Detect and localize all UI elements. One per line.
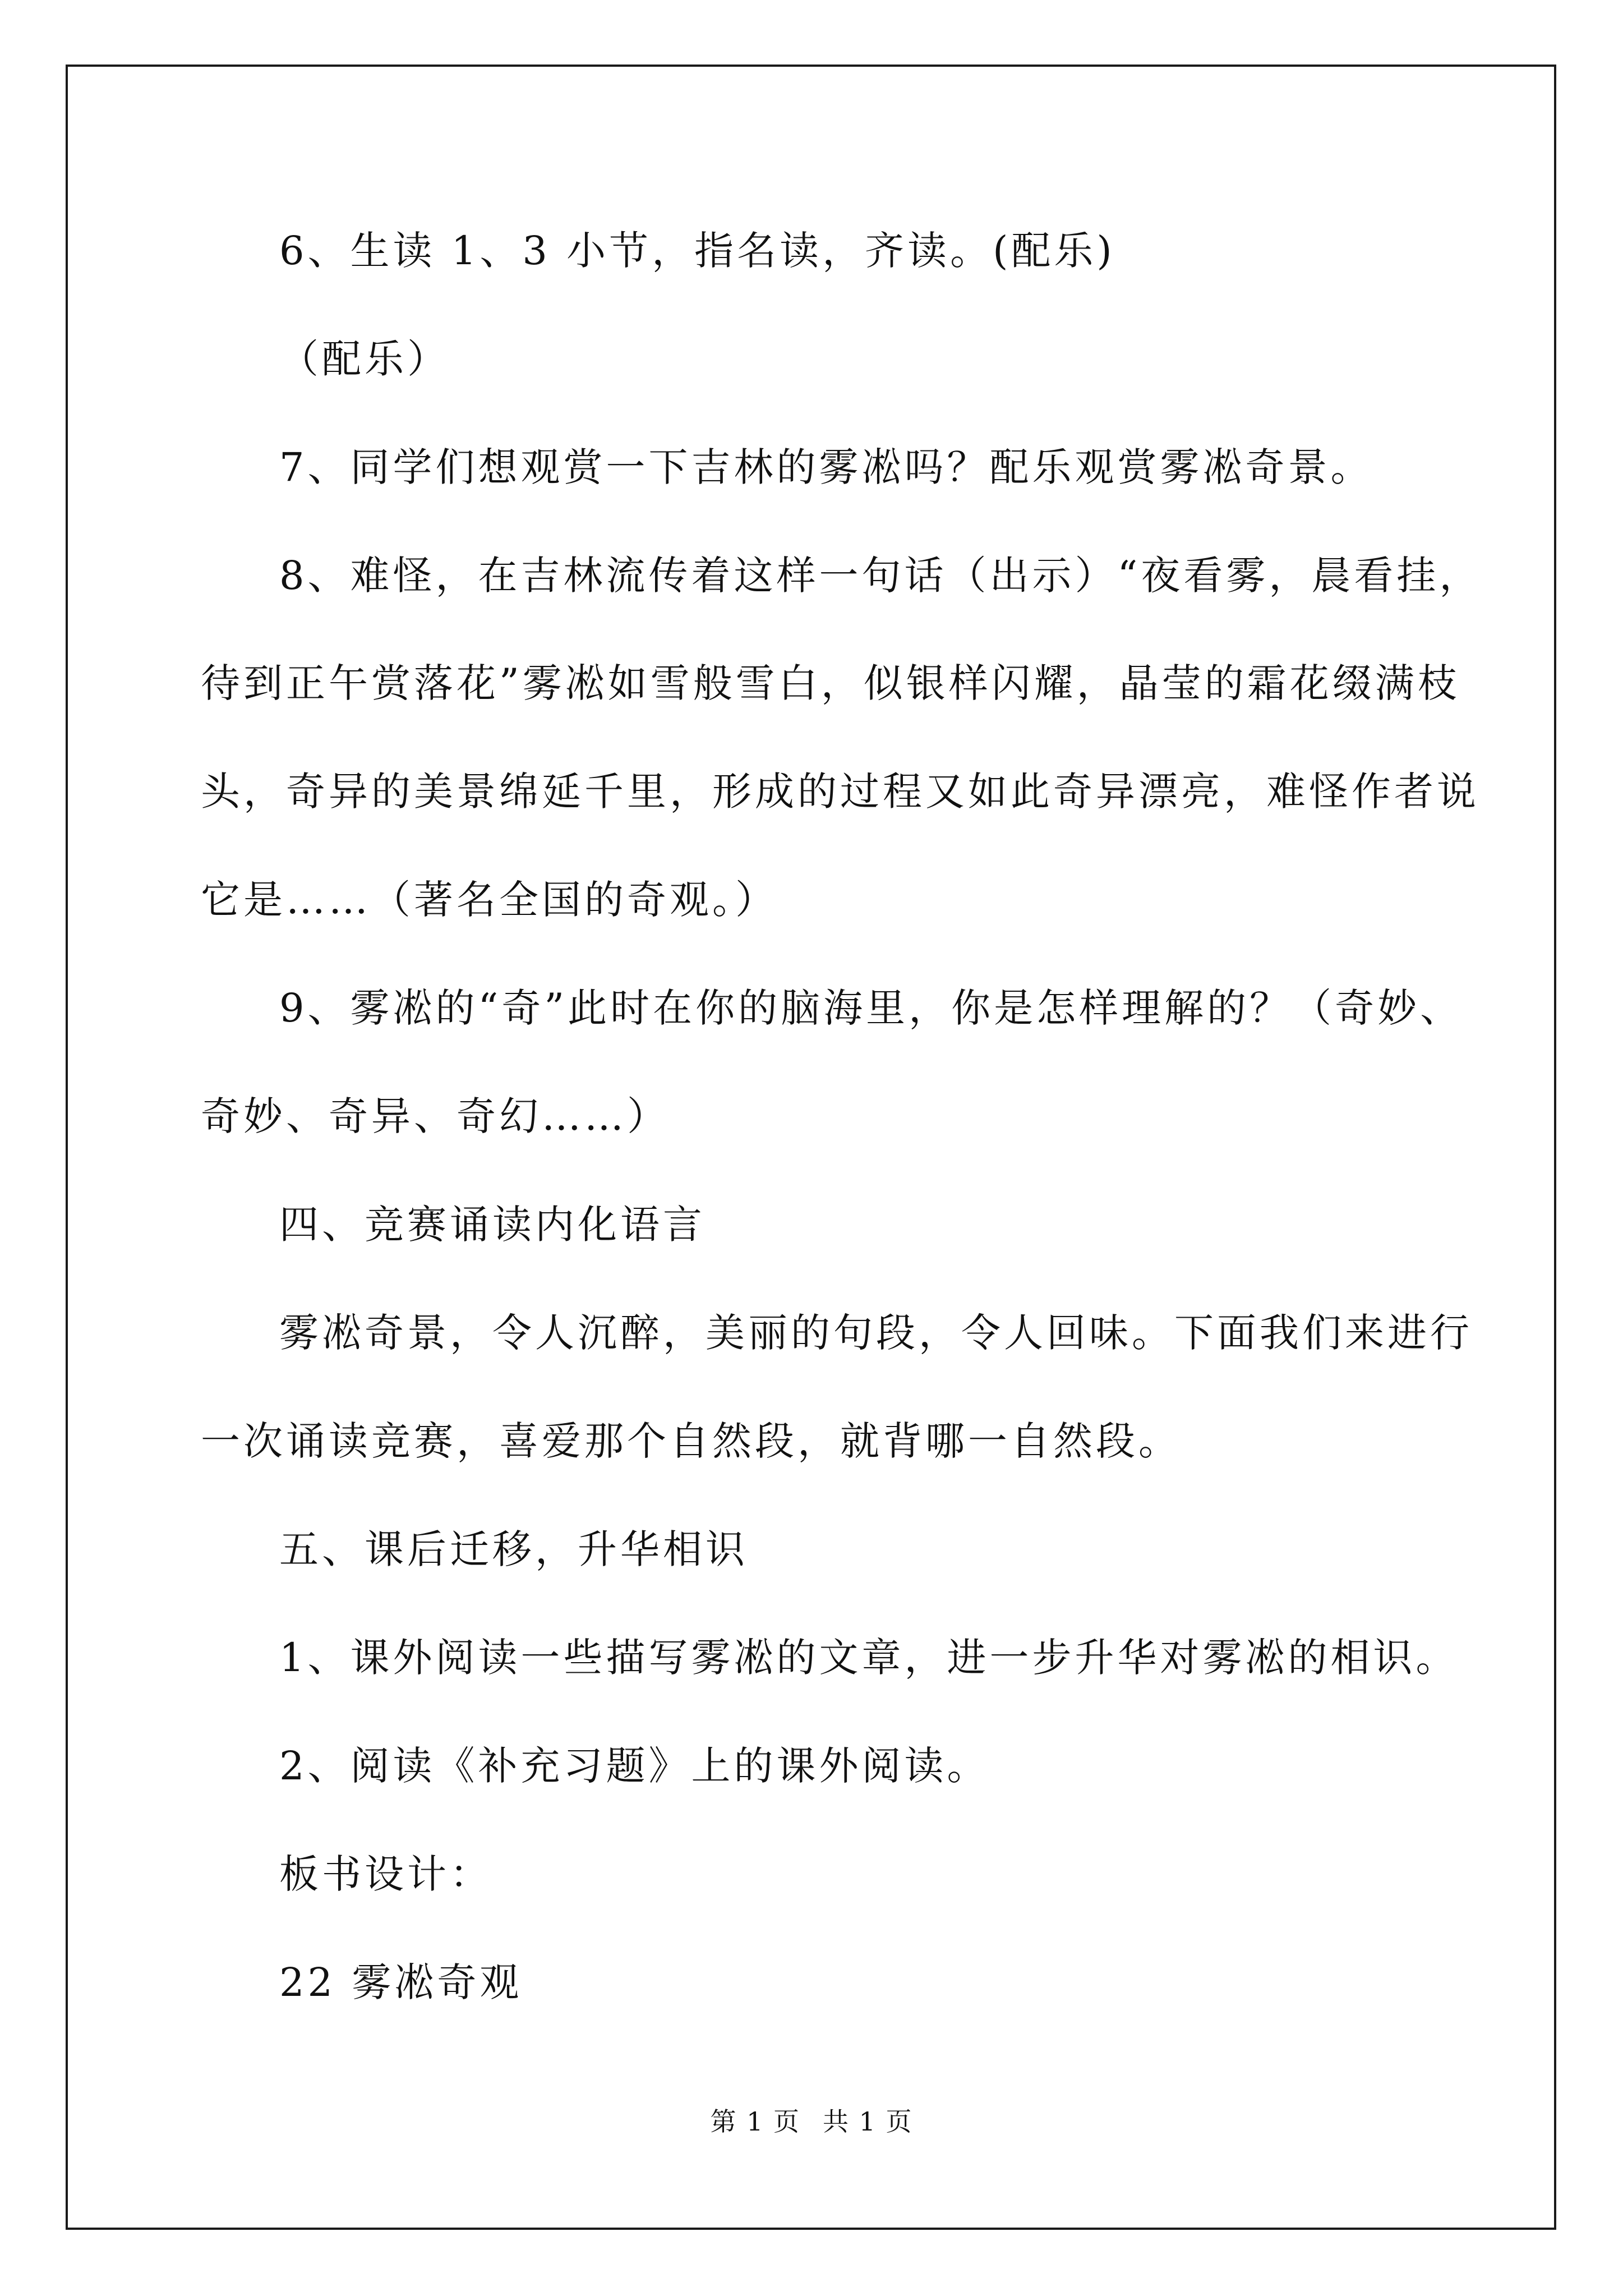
- text-line-9: 奇妙、奇异、奇幻……）: [201, 1093, 670, 1139]
- text-line-13: 五、课后迁移，升华相识: [279, 1526, 748, 1572]
- text-line-2: （配乐）: [279, 336, 450, 382]
- text-line-5: 待到正午赏落花”雾凇如雪般雪白，似银样闪耀，晶莹的霜花缀满枝: [201, 660, 1460, 706]
- text-line-17: 22 雾凇奇观: [279, 1959, 523, 2005]
- text-line-6: 头，奇异的美景绵延千里，形成的过程又如此奇异漂亮，难怪作者说: [201, 769, 1479, 815]
- page-border: [66, 65, 1556, 2230]
- text-line-1: 6、生读 1、3 小节，指名读，齐读。(配乐): [279, 228, 1115, 274]
- text-line-14: 1、课外阅读一些描写雾凇的文章，进一步升华对雾凇的相识。: [279, 1635, 1459, 1681]
- text-line-16: 板书设计：: [279, 1851, 492, 1897]
- text-line-4: 8、难怪，在吉林流传着这样一句话（出示）“夜看雾，晨看挂，: [279, 553, 1482, 599]
- text-line-8: 9、雾凇的“奇”此时在你的脑海里，你是怎样理解的？（奇妙、: [279, 985, 1463, 1031]
- page-number: 第 1 页: [710, 2106, 800, 2137]
- text-line-10: 四、竞赛诵读内化语言: [279, 1202, 706, 1248]
- text-line-7: 它是……（著名全国的奇观。）: [201, 877, 778, 923]
- text-line-3: 7、同学们想观赏一下吉林的雾凇吗？配乐观赏雾凇奇景。: [279, 444, 1373, 490]
- text-line-15: 2、阅读《补充习题》上的课外阅读。: [279, 1743, 990, 1789]
- text-line-11: 雾凇奇景，令人沉醉，美丽的句段，令人回味。下面我们来进行: [279, 1310, 1473, 1356]
- page-footer: [0, 2105, 1623, 2138]
- text-line-12: 一次诵读竞赛，喜爱那个自然段，就背哪一自然段。: [201, 1418, 1181, 1464]
- page-total: 共 1 页: [823, 2106, 913, 2137]
